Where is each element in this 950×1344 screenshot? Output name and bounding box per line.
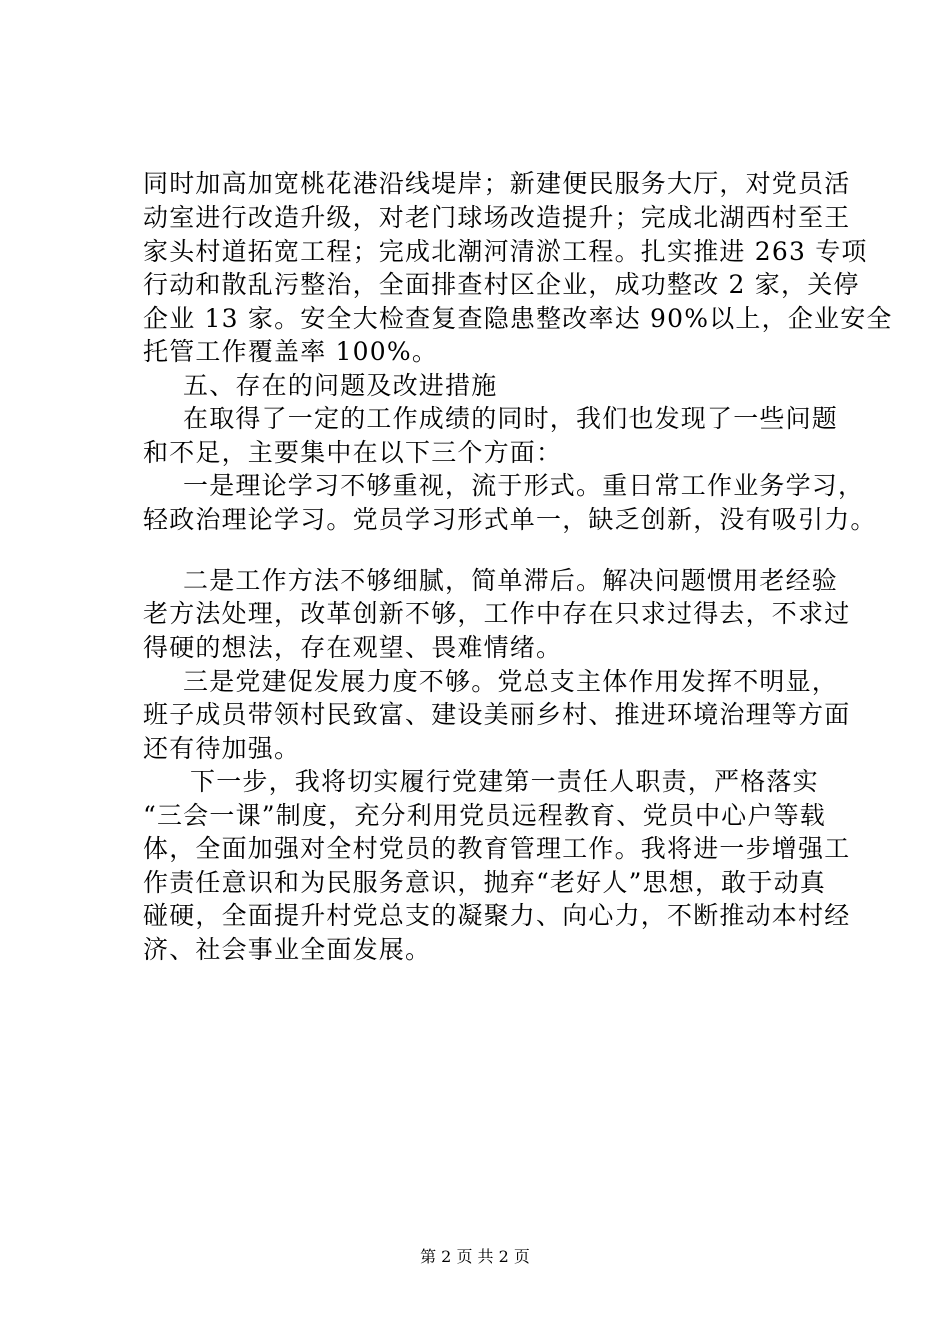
paragraph-line: 下一步，我将切实履行党建第一责任人职责，严格落实: [190, 767, 819, 796]
section-heading: 五、存在的问题及改进措施: [183, 371, 498, 400]
paragraph-line: 二是工作方法不够细腻，简单滞后。解决问题惯用老经验: [183, 566, 839, 595]
paragraph-line: 轻政治理论学习。党员学习形式单一，缺乏创新，没有吸引力。: [143, 505, 877, 534]
paragraph-line: 体，全面加强对全村党员的教育管理工作。我将进一步增强工: [143, 834, 851, 863]
paragraph-line: 企业 13 家。安全大检查复查隐患整改率达 90%以上，企业安全: [143, 304, 893, 333]
paragraph-line: 行动和散乱污整治，全面排查村区企业，成功整改 2 家，关停: [143, 270, 860, 299]
paragraph-line: 班子成员带领村民致富、建设美丽乡村、推进环境治理等方面: [143, 700, 851, 729]
paragraph-line: 得硬的想法，存在观望、畏难情绪。: [143, 633, 563, 662]
paragraph-line: 济、社会事业全面发展。: [143, 935, 432, 964]
paragraph-line: 家头村道拓宽工程；完成北潮河清淤工程。扎实推进 263 专项: [143, 237, 868, 266]
paragraph-line: 碰硬，全面提升村党总支的凝聚力、向心力，不断推动本村经: [143, 901, 851, 930]
paragraph-line: 一是理论学习不够重视，流于形式。重日常工作业务学习，: [183, 471, 865, 500]
paragraph-line: 在取得了一定的工作成绩的同时，我们也发现了一些问题: [183, 404, 839, 433]
paragraph-line: 三是党建促发展力度不够。党总支主体作用发挥不明显，: [183, 667, 839, 696]
paragraph-line: 还有待加强。: [143, 734, 301, 763]
paragraph-line: 托管工作覆盖率 100%。: [143, 337, 439, 366]
paragraph-line: 作责任意识和为民服务意识，抛弃“老好人”思想，敢于动真: [143, 868, 826, 897]
paragraph-line: 和不足，主要集中在以下三个方面：: [143, 438, 563, 467]
paragraph-line: “三会一课”制度，充分利用党员远程教育、党员中心户等载: [143, 801, 826, 830]
paragraph-line: 老方法处理，改革创新不够，工作中存在只求过得去，不求过: [143, 599, 851, 628]
paragraph-line: 动室进行改造升级，对老门球场改造提升；完成北湖西村至王: [143, 203, 851, 232]
paragraph-line: 同时加高加宽桃花港沿线堤岸；新建便民服务大厅，对党员活: [143, 169, 851, 198]
page-number-footer: 第 2 页 共 2 页: [420, 1247, 530, 1266]
